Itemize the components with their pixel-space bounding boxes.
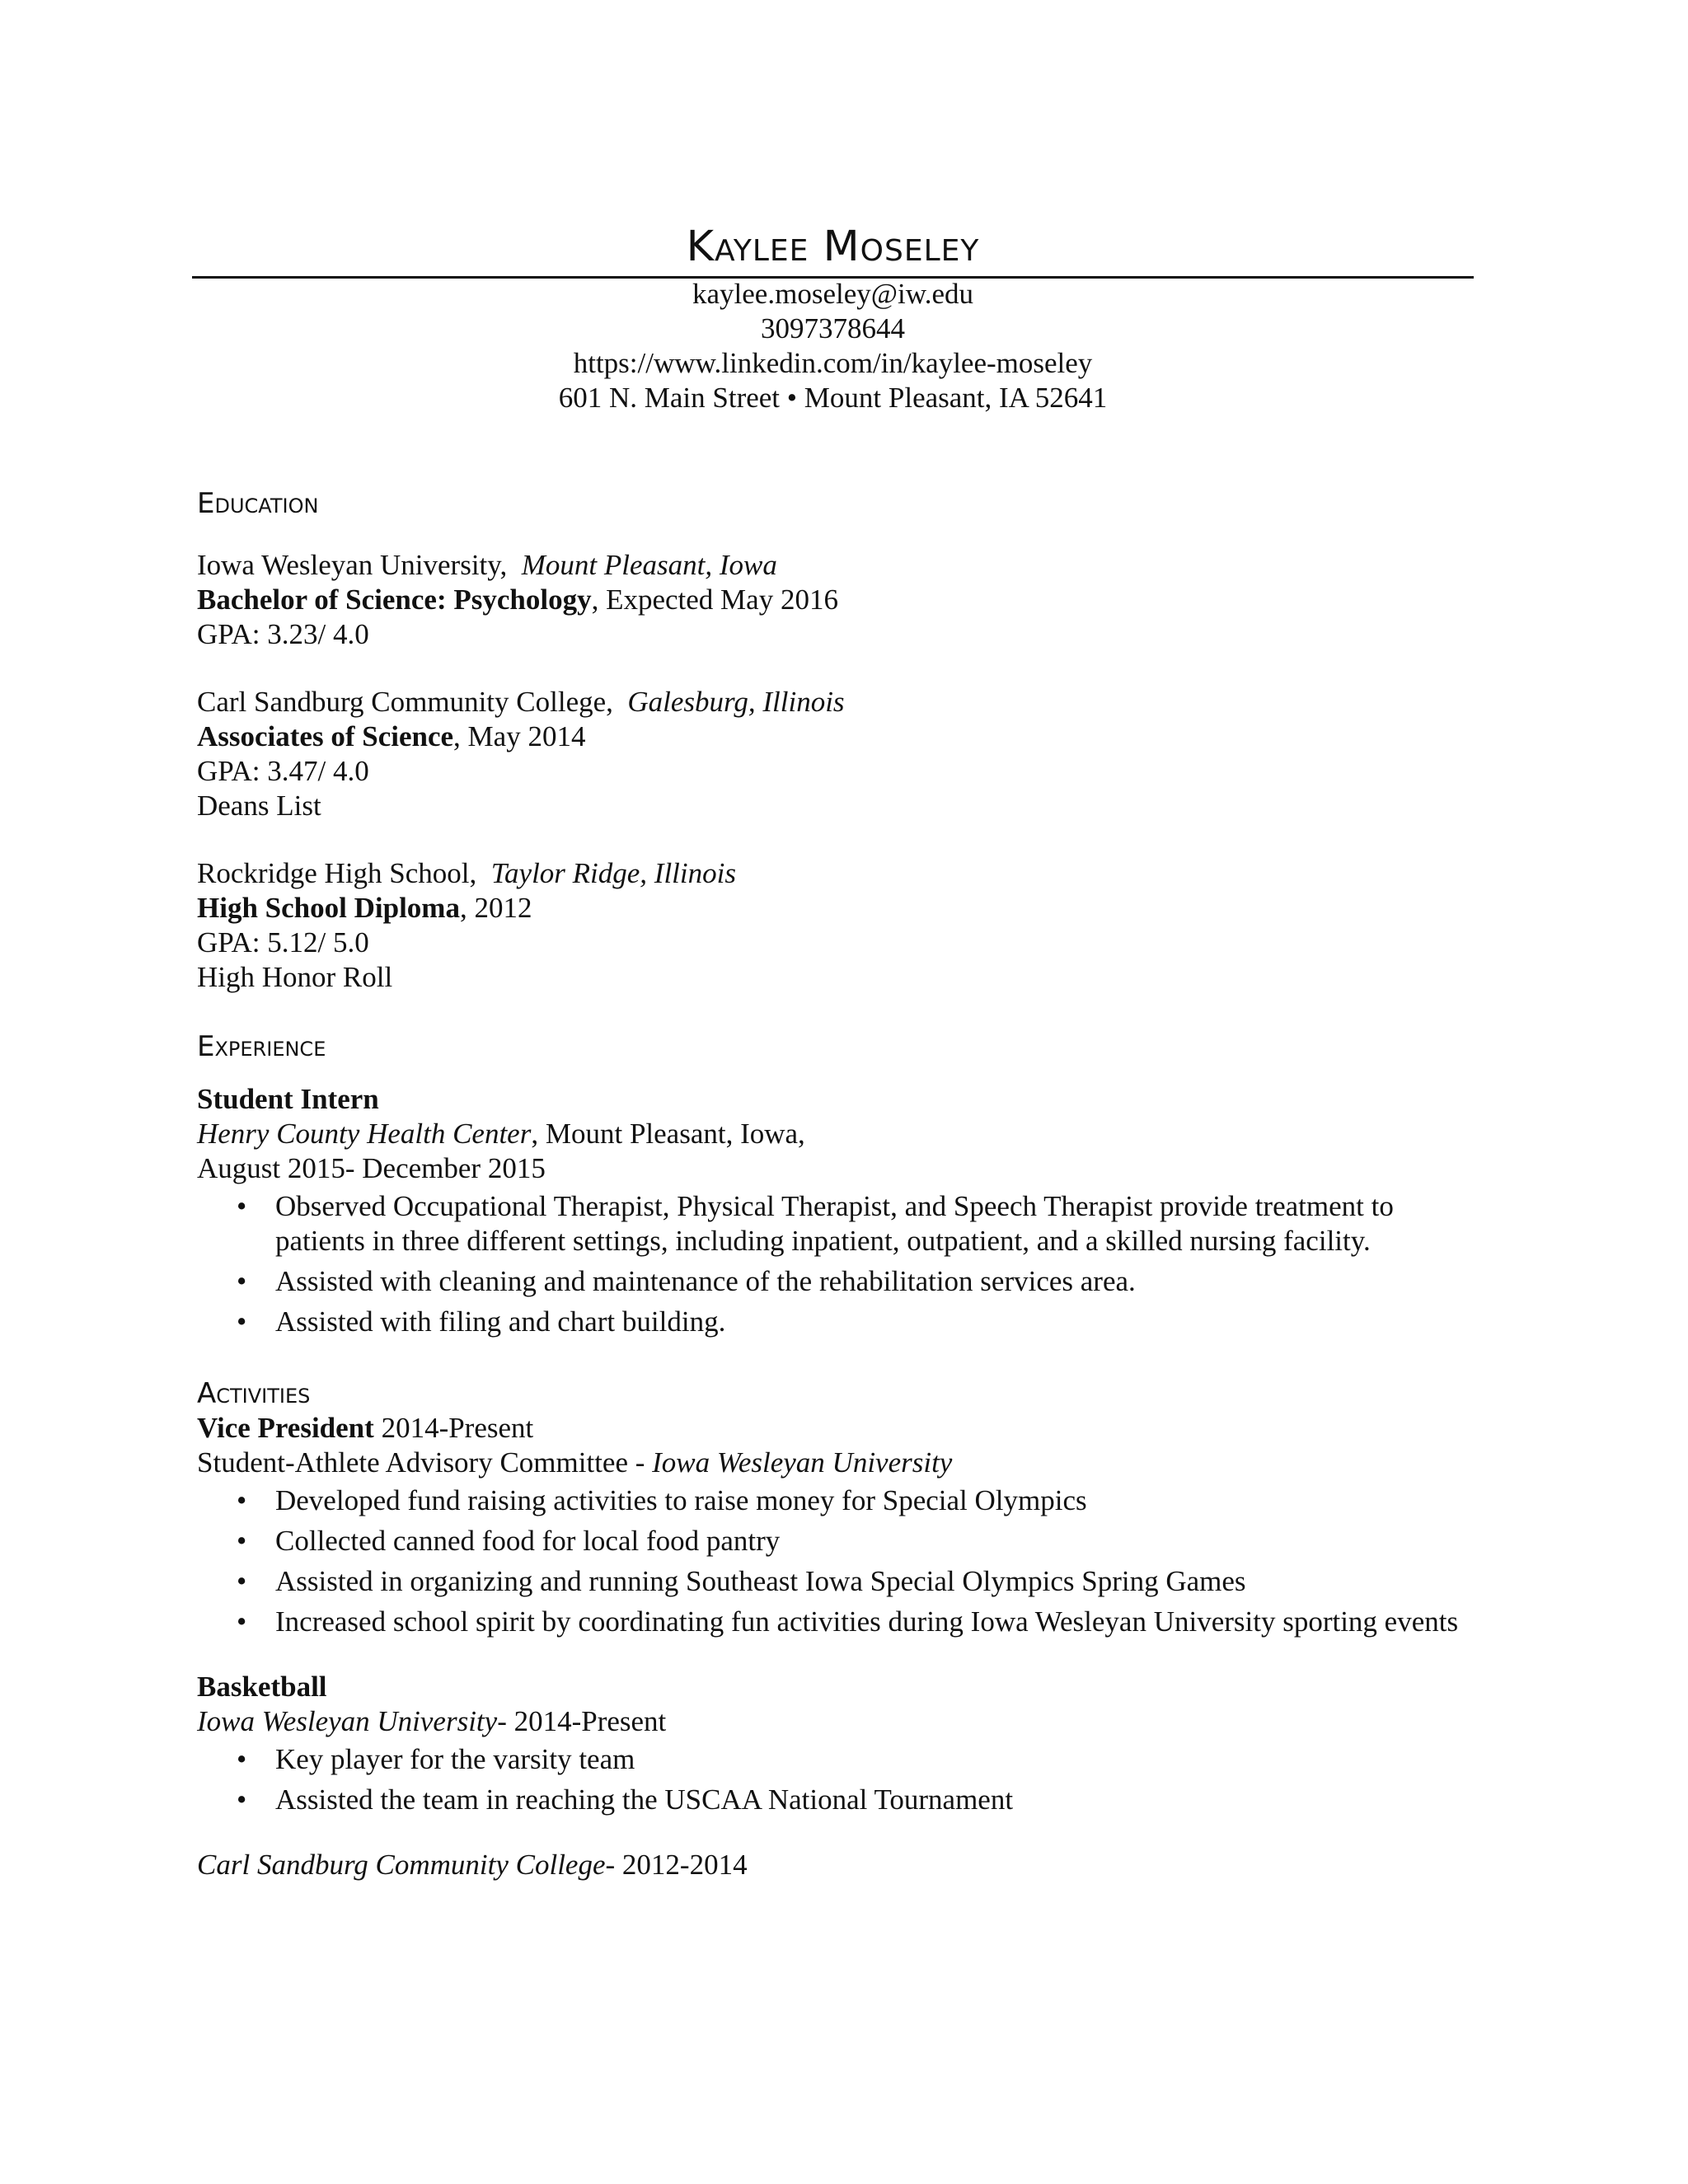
list-item: • Assisted with cleaning and maintenance of the rehabilitation services area. (237, 1265, 1136, 1297)
mailing-address: 601 N. Main Street • Mount Pleasant, IA 52641 (558, 382, 1108, 414)
bullet-icon: • (237, 1605, 247, 1638)
education-entry (197, 548, 1483, 652)
school-name: Rockridge High School, (197, 857, 477, 889)
list-item: • Developed fund raising activities to raise money for Special Olympics (237, 1484, 1087, 1516)
activity-dates: - 2012-2014 (605, 1849, 748, 1881)
bullet-icon: • (237, 1265, 247, 1297)
activity-school: Iowa Wesleyan University (197, 1705, 498, 1737)
school-name: Iowa Wesleyan University, (197, 549, 508, 581)
honor-text: Deans List (197, 790, 321, 822)
activity-dates: - 2014-Present (497, 1705, 667, 1737)
list-item: • Key player for the varsity team (237, 1743, 635, 1775)
school-location: Mount Pleasant, Iowa (521, 549, 777, 581)
gpa-text: GPA: 5.12/ 5.0 (197, 926, 369, 958)
degree-date: , May 2014 (453, 720, 586, 752)
education-entry (197, 685, 1483, 823)
gpa-text: GPA: 3.23/ 4.0 (197, 618, 369, 650)
contact-block (192, 277, 1474, 415)
bullet-icon: • (237, 1190, 247, 1222)
employer-location: , Mount Pleasant, Iowa, (531, 1118, 805, 1150)
activity-entry (197, 1411, 1483, 1639)
activity-bullets (197, 1483, 1483, 1639)
list-item: • Assisted with filing and chart building. (237, 1305, 726, 1338)
bullet-icon: • (237, 1484, 247, 1516)
list-item: • Assisted in organizing and running Southeast Iowa Special Olympics Spring Games (237, 1565, 1246, 1597)
activity-role: Vice President (197, 1412, 374, 1444)
honor-text: High Honor Roll (197, 961, 393, 993)
activities-heading: Activities (197, 1377, 311, 1410)
activity-school: Carl Sandburg Community College (197, 1849, 606, 1881)
list-item: • Assisted the team in reaching the USCAA National Tournament (237, 1783, 1014, 1816)
education-heading: Education (197, 487, 319, 520)
bullet-icon: • (237, 1783, 247, 1816)
bullet-icon: • (237, 1305, 247, 1338)
activity-dates: 2014-Present (373, 1412, 534, 1444)
degree-date: , Expected May 2016 (591, 583, 838, 616)
activity-school: Iowa Wesleyan University (652, 1446, 953, 1479)
resume-body (197, 486, 1483, 1882)
education-entry (197, 856, 1483, 995)
list-item: • Increased school spirit by coordinating fun activities during Iowa Wesleyan University sporting events (237, 1605, 1459, 1638)
activity-org: Student-Athlete Advisory Committee - (197, 1446, 653, 1479)
degree-name: Bachelor of Science: Psychology (197, 583, 592, 616)
job-dates: August 2015- December 2015 (197, 1152, 546, 1184)
candidate-name: Kaylee Moseley (686, 223, 980, 271)
gpa-text: GPA: 3.47/ 4.0 (197, 755, 369, 787)
experience-entry (197, 1082, 1483, 1339)
activity-role: Basketball (197, 1671, 327, 1703)
email-link[interactable]: kaylee.moseley@iw.edu (692, 278, 973, 310)
degree-name: Associates of Science (197, 720, 454, 752)
experience-heading: Experience (197, 1030, 326, 1063)
job-title: Student Intern (197, 1083, 379, 1115)
school-name: Carl Sandburg Community College, (197, 686, 613, 718)
bullet-icon: • (237, 1565, 247, 1597)
bullet-icon: • (237, 1743, 247, 1775)
activity-entry (197, 1670, 1483, 1882)
list-item: • Collected canned food for local food pantry (237, 1525, 781, 1557)
list-item: • Observed Occupational Therapist, Physical Therapist, and Speech Therapist provide treatment to patients in three different settings, including inpatient, outpatient, and a skilled nursing facility. (237, 1190, 1394, 1257)
resume-header (192, 223, 1474, 274)
bullet-icon: • (237, 1525, 247, 1557)
linkedin-link[interactable]: https://www.linkedin.com/in/kaylee-moseley (573, 347, 1093, 379)
experience-bullets (197, 1189, 1483, 1339)
school-location: Galesburg, Illinois (627, 686, 845, 718)
employer-name: Henry County Health Center (197, 1118, 532, 1150)
degree-name: High School Diploma (197, 892, 460, 924)
school-location: Taylor Ridge, Illinois (490, 857, 736, 889)
activity-bullets (197, 1742, 1483, 1817)
degree-date: , 2012 (459, 892, 532, 924)
phone-number: 3097378644 (761, 312, 905, 344)
